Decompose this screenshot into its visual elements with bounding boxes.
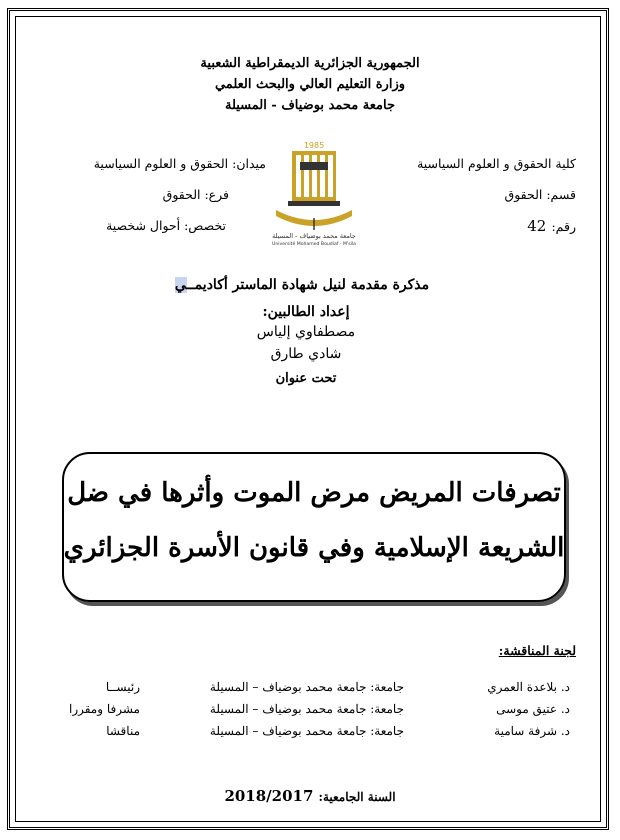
thesis-title-line-1: تصرفات المريض مرض الموت وأثرها في ضل — [67, 478, 561, 508]
academic-year — [0, 786, 620, 805]
specialty-label: تخصص: أحوال شخصية — [106, 218, 226, 233]
thesis-statement — [0, 277, 604, 293]
jury-member-role: مشرفا ومقررا — [68, 702, 140, 716]
logo-name-ar: جامعة محمد بوضياف - المسيلة — [272, 232, 356, 240]
number-value: 42 — [527, 217, 547, 235]
jury-member-name: د. شرفة سامية — [494, 724, 570, 738]
thesis-title-line-2: الشريعة الإسلامية وفي قانون الأسرة الجزائري — [63, 533, 565, 563]
department-label: قسم: الحقوق — [504, 187, 576, 202]
header-university: جامعة محمد بوضياف - المسيلة — [224, 98, 395, 113]
jury-member-university: جامعة: جامعة محمد بوضياف – المسيلة — [209, 680, 404, 694]
academic-year-value: 2018/2017 — [224, 787, 314, 805]
student-1: مصطفاوي إلياس — [256, 324, 356, 340]
university-logo — [262, 140, 366, 246]
branch-label: فرع: الحقوق — [162, 187, 229, 202]
jury-member-name: د. عتيق موسى — [496, 702, 570, 716]
jury-member-role: رئيســا — [105, 680, 140, 694]
field-label: ميدان: الحقوق و العلوم السياسية — [93, 156, 266, 171]
jury-member-university: جامعة: جامعة محمد بوضياف – المسيلة — [209, 724, 404, 738]
under-title-label: تحت عنوان — [275, 371, 337, 386]
student-2: شادي طارق — [270, 346, 342, 362]
thesis-statement-main: مذكرة مقدمة لنيل شهادة الماستر أكاديمــ — [186, 277, 430, 293]
number-row — [527, 216, 576, 235]
jury-member-university: جامعة: جامعة محمد بوضياف – المسيلة — [209, 702, 404, 716]
faculty-label: كلية الحقوق و العلوم السياسية — [417, 156, 576, 171]
university-logo-icon — [262, 140, 366, 246]
academic-year-label: السنة الجامعية: — [318, 790, 396, 804]
jury-title: لجنة المناقشة: — [498, 643, 576, 658]
thesis-title-box — [62, 452, 566, 602]
header-ministry: وزارة التعليم العالي والبحث العلمي — [214, 77, 406, 92]
logo-year: 1985 — [303, 141, 325, 150]
number-label: رقم: — [551, 219, 576, 234]
students-label: إعداد الطالبين: — [262, 304, 350, 320]
logo-name-fr: Université Mohamed Boudiaf - M'sila — [272, 242, 356, 246]
header-republic: الجمهورية الجزائرية الديمقراطية الشعبية — [200, 56, 420, 71]
jury-member-name: د. بلاعدة العمري — [487, 680, 570, 694]
thesis-statement-highlight: ي — [174, 277, 187, 293]
jury-member-role: مناقشا — [106, 724, 140, 738]
